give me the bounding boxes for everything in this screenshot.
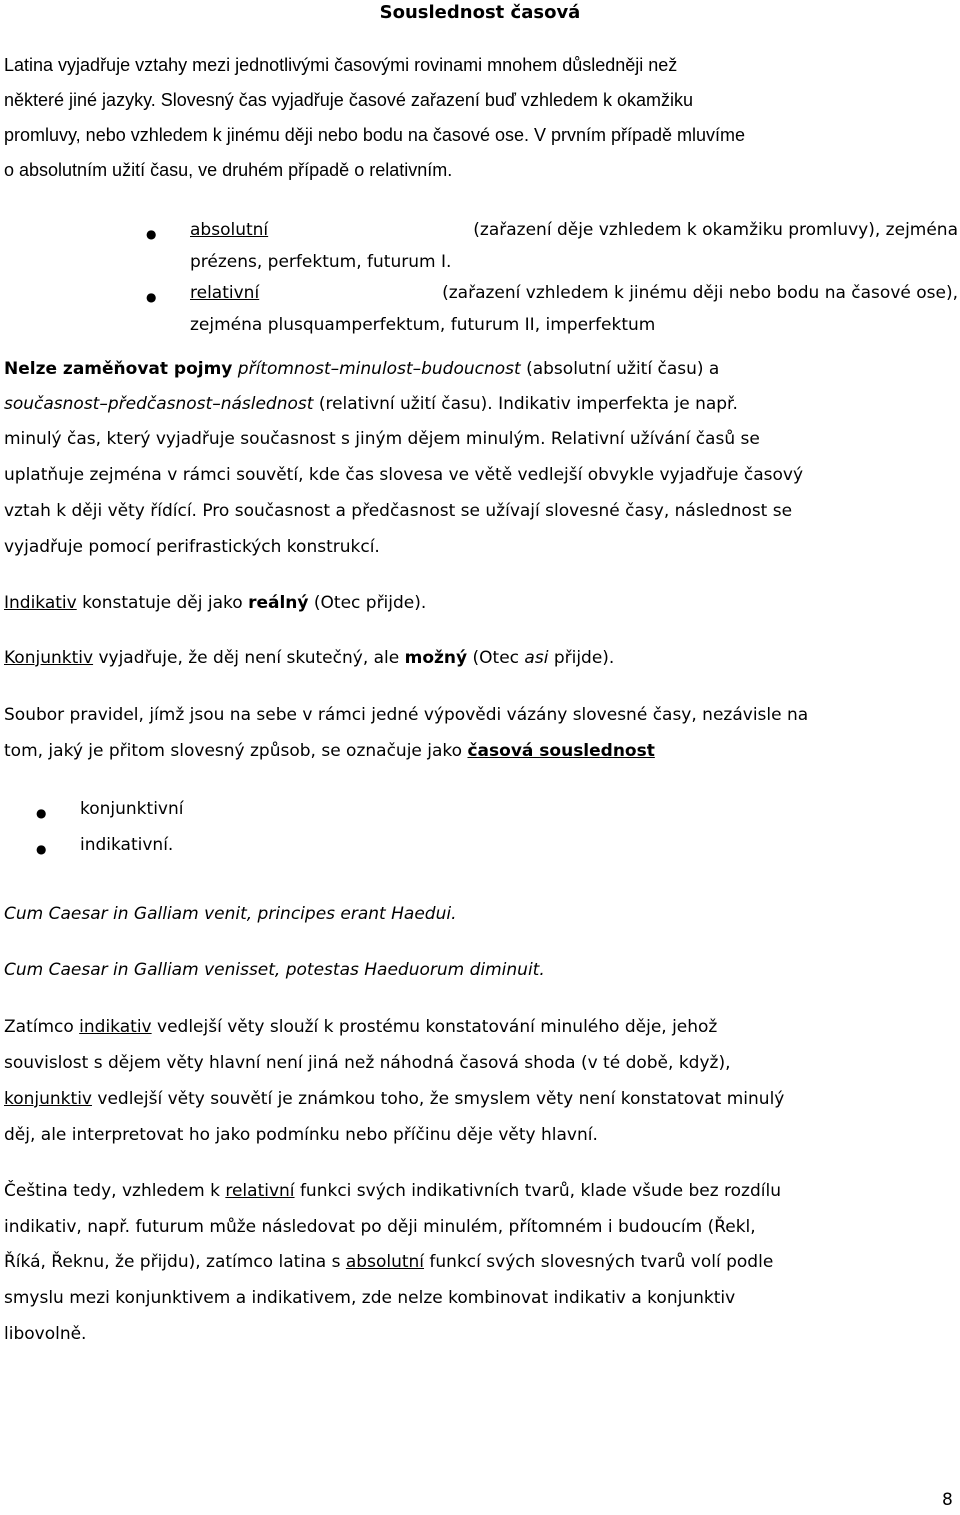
bullet-text: (zařazení vzhledem k jinému ději nebo bodu na časové ose), [442,283,958,303]
term-relativni: relativní [225,1181,295,1201]
term-absolutni: absolutní [345,1252,425,1272]
bullet-marker: ● [146,290,157,304]
para-line: vztah k ději věty řídící. Pro současnost a předčasnost se užívají slovesné časy, následnost se [4,501,793,521]
para-line: smyslu mezi konjunktivem a indikativem, zde nelze kombinovat indikativ a konjunktiv [4,1288,736,1308]
text: Zatímco [4,1017,74,1037]
example-sentence: Cum Caesar in Galliam venisset, potestas Haeduorum diminuit. [4,960,545,980]
bold-word: reálný [248,593,309,613]
para-line: souvislost s dějem věty hlavní není jiná než náhodná časová shoda (v té době, když), [4,1053,731,1073]
bullet-item [190,283,958,303]
para-line [4,1089,784,1109]
para-line [4,394,738,414]
italic-terms: současnost–předčasnost–následnost [4,394,314,414]
term-konjunktiv: Konjunktiv [4,648,94,668]
para-line: uplatňuje zejména v rámci souvětí, kde čas slovesa ve větě vedlejší obvykle vyjadřuje časový [4,465,804,485]
para-text: (relativní užití času). Indikativ imperfekta je např. [318,394,738,414]
text: vyjadřuje, že děj není skutečný, ale [98,648,400,668]
bold-lead: Nelze zaměňovat pojmy [4,359,233,379]
bullet-marker: ● [146,227,157,241]
para-text: (absolutní užití času) a [526,359,720,379]
konjunktiv-line [4,648,614,668]
text: funkcí svých slovesných tvarů volí podle [429,1252,774,1272]
term-casova-souslednost: časová souslednost [467,741,655,761]
term-relativni: relativní [190,283,260,303]
para-line [4,1252,773,1272]
page-number: 8 [942,1490,953,1510]
bullet-marker: ● [36,842,47,856]
italic-terms: přítomnost–minulost–budoucnost [237,359,521,379]
para-line: minulý čas, který vyjadřuje současnost s jiným dějem minulým. Relativní užívání časů se [4,429,760,449]
bullet-item: indikativní. [80,835,174,855]
bullet-item [190,220,958,240]
text: tom, jaký je přitom slovesný způsob, se označuje jako [4,741,463,761]
term-indikativ: indikativ [79,1017,152,1037]
italic-word: asi [524,648,549,668]
example-sentence: Cum Caesar in Galliam venit, principes erant Haedui. [4,904,457,924]
term-absolutni: absolutní [190,220,269,240]
text: (Otec přijde). [313,593,427,613]
text: Čeština tedy, vzhledem k [4,1181,220,1201]
bullet-marker: ● [36,806,47,820]
text: vedlejší věty souvětí je známkou toho, že smyslem věty není konstatovat minulý [97,1089,785,1109]
text: konstatuje děj jako [82,593,243,613]
term-indikativ: Indikativ [4,593,77,613]
bullet-item: konjunktivní [80,799,184,819]
text: přijde). [553,648,615,668]
bold-word: možný [404,648,468,668]
intro-line: o absolutním užití času, ve druhém případě o relativním. [4,160,453,180]
para-line [4,741,655,761]
page-title: Souslednost časová [379,2,581,23]
text: funkci svých indikativních tvarů, klade všude bez rozdílu [299,1181,781,1201]
term-konjunktiv: konjunktiv [4,1089,92,1109]
bullet-text: (zařazení děje vzhledem k okamžiku promluvy), zejména [473,220,958,240]
para-line [4,1017,717,1037]
text: Říká, Řeknu, že přijdu), zatímco latina s [4,1252,341,1272]
text: vedlejší věty slouží k prostému konstatování minulého děje, jehož [157,1017,718,1037]
intro-line: Latina vyjadřuje vztahy mezi jednotlivými časovými rovinami mnohem důsledněji než [4,55,678,75]
para-line: děj, ale interpretovat ho jako podmínku nebo příčinu děje věty hlavní. [4,1125,598,1145]
intro-line: promluvy, nebo vzhledem k jinému ději nebo bodu na časové ose. V prvním případě mluvíme [4,125,746,145]
indikativ-line [4,593,426,613]
para-line [4,359,719,379]
text: (Otec [472,648,520,668]
bullet-text: zejména plusquamperfektum, futurum II, imperfektum [190,315,656,335]
para-line [4,1181,781,1201]
bullet-text: prézens, perfektum, futurum I. [190,252,452,272]
para-line: Soubor pravidel, jímž jsou na sebe v rámci jedné výpovědi vázány slovesné časy, nezávisle na [4,705,809,725]
para-line: indikativ, např. futurum může následovat po ději minulém, přítomném i budoucím (Řekl, [4,1217,756,1237]
intro-line: některé jiné jazyky. Slovesný čas vyjadřuje časové zařazení buď vzhledem k okamžiku [4,90,694,110]
para-line: libovolně. [4,1324,87,1344]
para-line: vyjadřuje pomocí perifrastických konstrukcí. [4,537,380,557]
